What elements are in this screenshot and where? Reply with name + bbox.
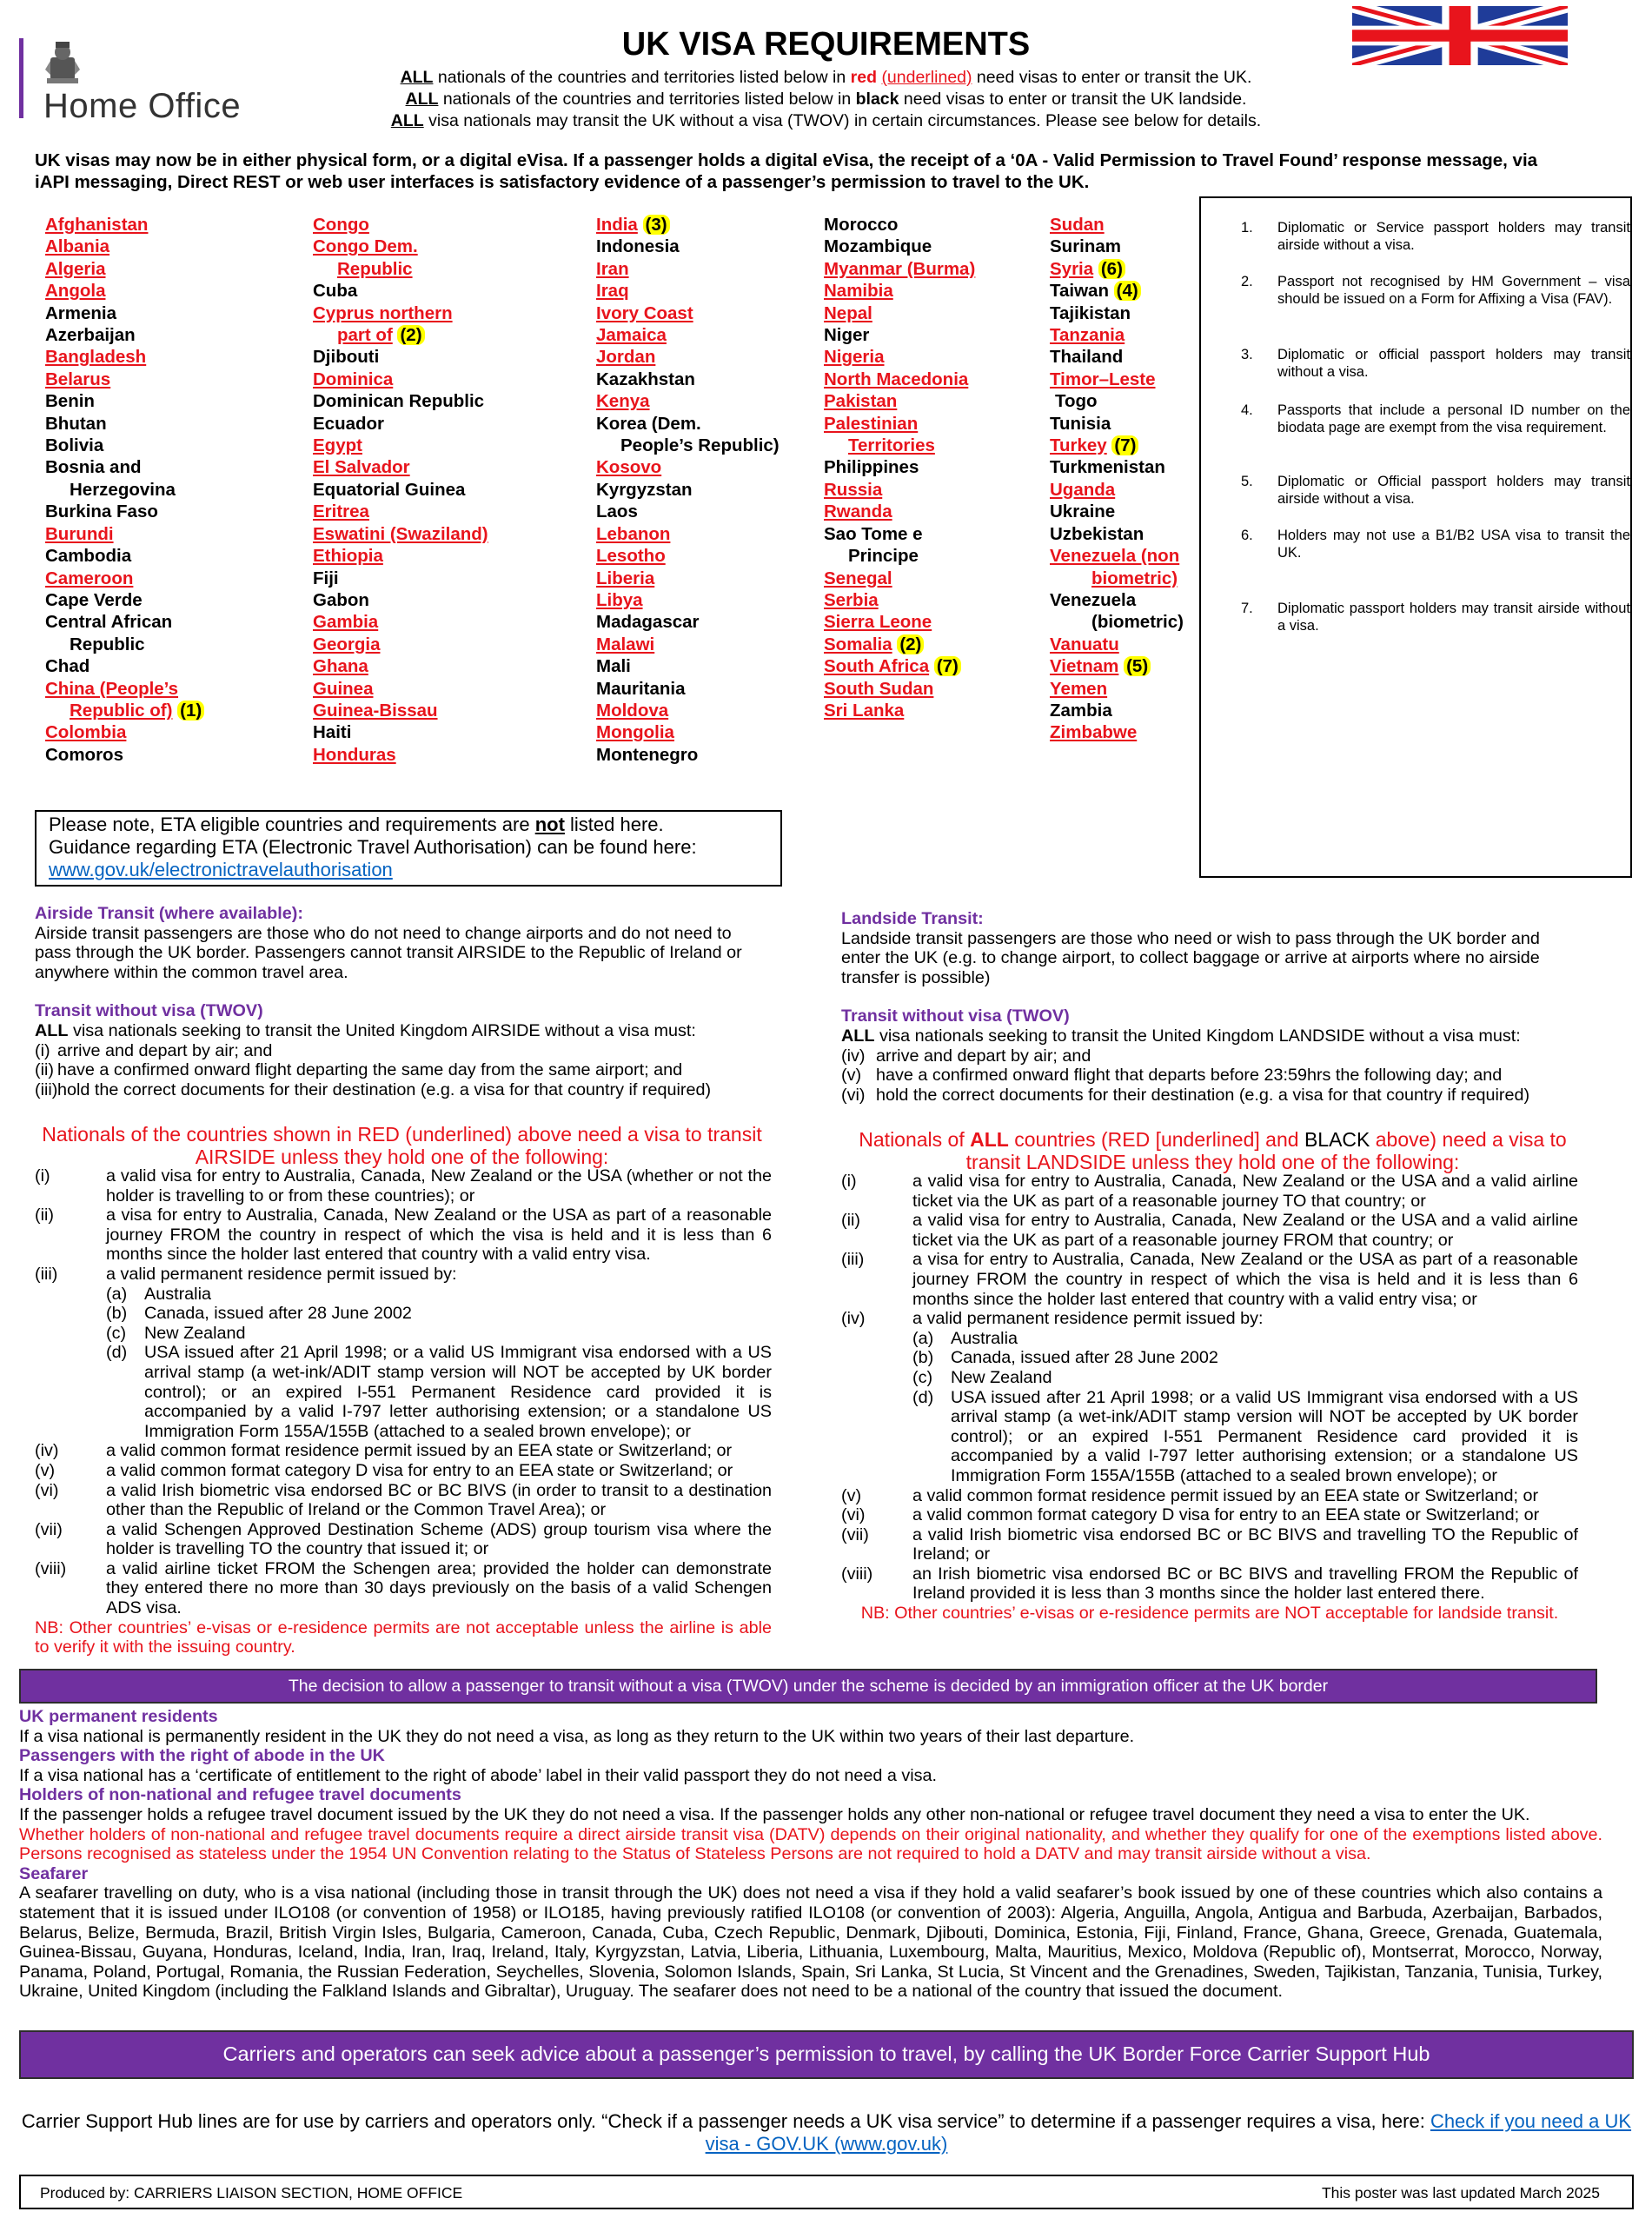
- list-item: (v) a valid common format category D visa for entry to an EEA state or Switzerland; or: [35, 1460, 733, 1480]
- country-item: Cambodia: [45, 546, 132, 567]
- country-item: Kenya: [596, 391, 650, 412]
- sub-list-item: (c) New Zealand: [912, 1367, 1052, 1387]
- list-item: (i) a valid visa for entry to Australia, Canada, New Zealand or the USA (whether or not the holder is travelling to or from these countries); or: [35, 1166, 772, 1205]
- country-item: Albania: [45, 236, 110, 257]
- note-ref-badge: (7): [1111, 435, 1138, 455]
- country-column-1: [45, 214, 204, 766]
- country-item: China (People’s: [45, 678, 179, 699]
- country-column-4: [824, 214, 975, 721]
- country-item: Bosnia and: [45, 457, 142, 478]
- country-item: Uzbekistan: [1050, 523, 1144, 544]
- country-item: Kazakhstan: [596, 369, 695, 389]
- landside-nb: NB: Other countries’ e-visas or e-residence permits are NOT acceptable for landside transit.: [860, 1604, 1559, 1624]
- country-item: Russia: [824, 479, 883, 500]
- eta-line-1: Please note, ETA eligible countries and requirements are not listed here.: [49, 814, 664, 835]
- country-item: Tajikistan: [1050, 302, 1131, 323]
- sub-list-item: (d) USA issued after 21 April 1998; or a valid US Immigrant visa endorsed with a US arrival stamp (a wet-ink/ADIT stamp version will NOT be accepted by UK border control); or an expired I-551 Permanent Residence card provided it is accompanied by a valid I-797 letter authorising extension; or a standalone US Immigration Form 155A/155B (attached to a sealed brown envelope); or: [106, 1343, 772, 1441]
- country-item: Nigeria: [824, 347, 885, 368]
- list-item: (iv) a valid common format residence permit issued by an EEA state or Switzerland; or: [35, 1441, 733, 1461]
- country-item: Philippines: [824, 457, 919, 478]
- country-item: Pakistan: [824, 391, 898, 412]
- note-ref-badge: (1): [177, 701, 204, 721]
- note-ref-badge: (6): [1098, 259, 1125, 279]
- seafarer-heading: Seafarer: [19, 1863, 89, 1883]
- country-item: Yemen: [1050, 678, 1108, 699]
- country-item: Honduras: [313, 744, 396, 765]
- list-item: (iv) a valid permanent residence permit issued by:: [841, 1309, 1264, 1329]
- country-item: Kyrgyzstan: [596, 479, 693, 500]
- list-item: (vii) a valid Irish biometric visa endorsed BC or BC BIVS and travelling TO the Republic of Ireland; or: [841, 1524, 1578, 1564]
- intro-line-twov: ALL visa nationals may transit the UK without a visa (TWOV) in certain circumstances. Please see below for details.: [390, 111, 1262, 130]
- list-item: (v) a valid common format residence permit issued by an EEA state or Switzerland; or: [841, 1485, 1539, 1505]
- country-item: Djibouti: [313, 347, 380, 368]
- country-item: Cape Verde: [45, 589, 143, 610]
- country-item: Palestinian: [824, 413, 919, 434]
- country-item: Namibia: [824, 281, 893, 302]
- country-item: Taiwan (4): [1050, 280, 1184, 302]
- country-item: biometric): [1091, 568, 1178, 588]
- country-item: Haiti: [313, 722, 352, 743]
- airside-nb: NB: Other countries’ e-visas or e-residence permits are not acceptable unless the airline is able to verify it with the issuing country.: [35, 1617, 772, 1657]
- airside-twov-heading: Transit without visa (TWOV): [35, 1001, 263, 1021]
- note-ref-badge: (7): [934, 656, 961, 676]
- country-item: Jamaica: [596, 325, 667, 346]
- page-title: UK VISA REQUIREMENTS: [621, 26, 1031, 63]
- country-item: Sri Lanka: [824, 700, 905, 721]
- airside-red-heading: Nationals of the countries shown in RED (underlined) above need a visa to transit AIRSIDE unless they hold one of the following:: [42, 1123, 762, 1168]
- country-item: Rwanda: [824, 501, 892, 522]
- country-item: Ukraine: [1050, 501, 1116, 522]
- country-item: Afghanistan: [45, 215, 149, 235]
- refugee-documents-text: If the passenger holds a refugee travel document issued by the UK they do not need a visa. If the passenger holds any other non-national or refugee travel document they need a visa to enter the UK.: [19, 1804, 1530, 1824]
- country-item: Mali: [596, 656, 631, 677]
- landside-red-heading: Nationals of ALL countries (RED [underlined] and BLACK above) need a visa to transit LANDSIDE unless they hold one of the following:: [859, 1128, 1567, 1173]
- country-item: Eritrea: [313, 501, 369, 522]
- country-item: Cuba: [313, 281, 358, 302]
- note-item: 3. Diplomatic or official passport holders may transit without a visa.: [1241, 347, 1630, 380]
- country-item: Vietnam (5): [1050, 655, 1184, 677]
- country-item: Ecuador: [313, 413, 385, 434]
- country-item: Burkina Faso: [45, 501, 158, 522]
- intro-line-red: ALL nationals of the countries and territories listed below in red (underlined) need visas to enter or transit the UK.: [400, 68, 1252, 87]
- list-item: (iii) a valid permanent residence permit issued by:: [35, 1264, 457, 1284]
- landside-twov-item: (iv) arrive and depart by air; and: [841, 1046, 1091, 1066]
- list-item: (viii) an Irish biometric visa endorsed BC or BC BIVS and travelling FROM the Republic of Ireland provided it is less than 3 months since the holder last entered there.: [841, 1564, 1578, 1604]
- right-of-abode-heading: Passengers with the right of abode in the UK: [19, 1746, 385, 1766]
- landside-twov-heading: Transit without visa (TWOV): [841, 1006, 1070, 1026]
- eta-line-2: Guidance regarding ETA (Electronic Travel Authorisation) can be found here:: [49, 836, 697, 858]
- country-item: Madagascar: [596, 612, 700, 633]
- country-item: Ivory Coast: [596, 302, 693, 323]
- note-ref-badge: (5): [1124, 656, 1151, 676]
- list-item: (i) a valid visa for entry to Australia, Canada, New Zealand or the USA and a valid airline ticket via the UK as part of a reasonable journey TO that country; or: [841, 1172, 1578, 1211]
- airside-exemption-list: [35, 1166, 772, 1657]
- airside-twov-item: (i) arrive and depart by air; and: [35, 1040, 273, 1060]
- sub-list-item: (d) USA issued after 21 April 1998; or a valid US Immigrant visa endorsed with a US arrival stamp (a wet-ink/ADIT stamp version will NOT be accepted by UK border control); or an expired I-551 Permanent Residence card provided it is accompanied by a valid I-797 letter authorising extension; or a standalone US Immigration Form 155A/155B (attached to a sealed brown envelope); or: [912, 1387, 1578, 1485]
- airside-body: Airside transit passengers are those who do not need to change airports and do not need to pass through the UK border. Passengers cannot transit AIRSIDE to the Republic of Ireland or anywhere within the common travel area.: [35, 923, 742, 982]
- country-item: part of (2): [313, 324, 488, 346]
- country-item: Venezuela (non: [1050, 546, 1180, 567]
- country-item: Belarus: [45, 369, 111, 389]
- country-item: Sudan: [1050, 215, 1105, 235]
- logo-text: Home Office: [43, 87, 242, 125]
- country-item: Equatorial Guinea: [313, 479, 466, 500]
- country-item: Cameroon: [45, 568, 134, 588]
- list-item: (vii) a valid Schengen Approved Destination Scheme (ADS) group tourism visa where the holder is travelling TO the country that issued it; or: [35, 1519, 772, 1559]
- carrier-support-banner: Carriers and operators can seek advice about a passenger’s permission to travel, by calling the UK Border Force Carrier Support Hub: [19, 2030, 1634, 2079]
- country-item: Turkey (7): [1050, 435, 1184, 456]
- country-item: Lesotho: [596, 546, 666, 567]
- intro-line-black: ALL nationals of the countries and territories listed below in black need visas to enter or transit the UK landside.: [405, 90, 1247, 109]
- list-item: (ii) a visa for entry to Australia, Canada, New Zealand or the USA as part of a reasonable journey FROM the country in respect of which the visa is held and it is less than 6 months since the holder last entered that country with a valid entry visa.: [35, 1205, 772, 1265]
- note-item: 6. Holders may not use a B1/B2 USA visa to transit the UK.: [1241, 528, 1630, 561]
- country-item: Tunisia: [1050, 413, 1111, 434]
- country-item: People’s Republic): [620, 435, 780, 456]
- country-item: Sao Tome e: [824, 523, 923, 544]
- country-item: Dominica: [313, 369, 394, 389]
- note-ref-badge: (3): [643, 215, 670, 235]
- footer-produced-by: Produced by: CARRIERS LIAISON SECTION, HOME OFFICE: [40, 2184, 463, 2202]
- country-item: Somalia (2): [824, 634, 975, 655]
- evisa-notice: UK visas may now be in either physical form, or a digital eVisa. If a passenger holds a digital eVisa, the receipt of a ‘0A - Valid Permission to Travel Found’ response message, via iAPI messaging, Direct REST or web user interfaces is satisfactory evidence of a passenger’s permission to travel to the UK.: [35, 150, 1538, 192]
- country-item: Algeria: [45, 258, 106, 279]
- country-item: Comoros: [45, 744, 123, 765]
- refugee-documents-red-text: Whether holders of non-national and refugee travel documents require a direct airside transit visa (DATV) depends on their original nationality, and whether they qualify for one of the exemptions listed above. Persons recognised as stateless under the 1954 UN Convention relating to the Status of Stateless Persons are not required to hold a DATV and may transit airside without a visa.: [19, 1824, 1602, 1864]
- country-item: Eswatini (Swaziland): [313, 523, 488, 544]
- country-item: South Africa (7): [824, 655, 975, 677]
- country-item: Syria (6): [1050, 258, 1184, 280]
- uk-permanent-residents-text: If a visa national is permanently resident in the UK they do not need a visa, as long as they return to the UK within two years of their last departure.: [19, 1726, 1135, 1746]
- country-item: Laos: [596, 501, 638, 522]
- country-item: Tanzania: [1050, 325, 1125, 346]
- country-item: Herzegovina: [70, 479, 176, 500]
- airside-twov-intro: ALL visa nationals seeking to transit the United Kingdom AIRSIDE without a visa must:: [35, 1020, 696, 1040]
- airside-twov-item: (iii) hold the correct documents for their destination (e.g. a visa for that country if required): [35, 1079, 712, 1099]
- country-item: Bangladesh: [45, 347, 147, 368]
- sub-list-item: (a) Australia: [912, 1328, 1018, 1348]
- country-item: Liberia: [596, 568, 655, 588]
- country-item: Timor–Leste: [1050, 369, 1156, 389]
- country-item: Guinea-Bissau: [313, 700, 438, 721]
- country-item: Senegal: [824, 568, 892, 588]
- country-column-3: [596, 214, 780, 766]
- airside-heading: Airside Transit (where available):: [35, 904, 303, 923]
- union-jack-flag-icon: [1352, 6, 1568, 65]
- country-item: Serbia: [824, 589, 879, 610]
- country-item: Jordan: [596, 347, 656, 368]
- country-item: Montenegro: [596, 744, 699, 765]
- right-of-abode-text: If a visa national has a ‘certificate of entitlement to the right of abode’ label in their valid passport they do not need a visa.: [19, 1765, 937, 1785]
- country-item: Turkmenistan: [1050, 457, 1165, 478]
- country-item: Zimbabwe: [1050, 722, 1138, 743]
- country-item: South Sudan: [824, 678, 934, 699]
- bottom-info-section: [19, 1707, 1602, 2002]
- country-item: Colombia: [45, 722, 127, 743]
- country-item: Chad: [45, 656, 90, 677]
- country-item: Territories: [848, 435, 935, 456]
- carrier-hub-text: Carrier Support Hub lines are for use by carriers and operators only. “Check if a passenger needs a UK visa service” to determine if a passenger requires a visa, here: Check if you need a UK visa - GOV.UK (www.gov.uk): [21, 2110, 1632, 2155]
- note-item: 1. Diplomatic or Service passport holders may transit airside without a visa.: [1241, 220, 1630, 253]
- country-item: Iran: [596, 258, 629, 279]
- country-item: Indonesia: [596, 236, 680, 257]
- country-item: Niger: [824, 325, 870, 346]
- country-item: Congo: [313, 215, 369, 235]
- country-item: Burundi: [45, 523, 114, 544]
- country-item: Republic of) (1): [45, 700, 204, 721]
- landside-twov-item: (vi) hold the correct documents for their destination (e.g. a visa for that country if required): [841, 1085, 1530, 1105]
- note-item: 5. Diplomatic or Official passport holders may transit airside without a visa.: [1241, 474, 1630, 507]
- sub-list-item: (b) Canada, issued after 28 June 2002: [912, 1348, 1218, 1368]
- country-item: Armenia: [45, 302, 117, 323]
- uk-permanent-residents-heading: UK permanent residents: [19, 1707, 218, 1726]
- country-item: Vanuatu: [1050, 634, 1119, 654]
- country-item: Sierra Leone: [824, 612, 932, 633]
- country-item: Venezuela: [1050, 589, 1137, 610]
- footer-last-updated: This poster was last updated March 2025: [1321, 2184, 1600, 2202]
- country-item: Cyprus northern: [313, 302, 453, 323]
- note-ref-badge: (2): [897, 634, 924, 654]
- country-item: Moldova: [596, 700, 669, 721]
- country-item: Principe: [848, 546, 919, 567]
- country-item: Uganda: [1050, 479, 1116, 500]
- country-item: North Macedonia: [824, 369, 969, 389]
- country-item: Myanmar (Burma): [824, 258, 976, 279]
- country-item: Lebanon: [596, 523, 671, 544]
- refugee-documents-heading: Holders of non-national and refugee travel documents: [19, 1785, 461, 1805]
- landside-transit-section: [841, 909, 1578, 1105]
- note-item: 7. Diplomatic passport holders may transit airside without a visa.: [1241, 601, 1630, 634]
- country-item: El Salvador: [313, 457, 410, 478]
- country-item: Fiji: [313, 568, 339, 588]
- country-item: Dominican Republic: [313, 391, 485, 412]
- seafarer-text: A seafarer travelling on duty, who is a visa national (including those in transit through the UK) does not need a visa if they hold a valid seafarer’s book issued by one of these countries which also contains a statement that it is issued under ILO108 (or convention of 1958) or ILO185, having previously ratified ILO108 (or convention of 2003): Algeria, Anguilla, Angola, Antigua and Barbuda, Azerbaijan, Barbados, Belarus, Belize, Bermuda, Brazil, British Virgin Isles, Bulgaria, Cameroon, Canada, Cuba, Czech Republic, Denmark, Djibouti, Dominica, Estonia, Fiji, Finland, France, Ghana, Greece, Grenada, Guatemala, Guinea-Bissau, Guyana, Honduras, Iceland, India, Iran, Iraq, Ireland, Italy, Kyrgyzstan, Latvia, Liberia, Lithuania, Luxembourg, Malta, Mauritius, Mexico, Moldova (Republic of), Montserrat, Morocco, Norway, Panama, Poland, Portugal, Romania, the Russian Federation, Seychelles, Slovenia, Solomon Islands, Spain, Sri Lanka, St Lucia, St Vincent and the Grenadines, Sweden, Tajikistan, Tanzania, Tunisia, Turkey, Ukraine, United Kingdom (including the Falkland Islands and Gibraltar), Uruguay. The seafarer does not need to be a national of the country that issued the document.: [19, 1883, 1602, 2002]
- country-item: (biometric): [1091, 612, 1184, 633]
- country-item: Thailand: [1050, 347, 1124, 368]
- country-column-2: [313, 214, 488, 766]
- country-item: Mozambique: [824, 236, 932, 257]
- country-item: Surinam: [1050, 236, 1122, 257]
- country-item: Morocco: [824, 215, 899, 235]
- twov-decision-banner: The decision to allow a passenger to transit without a visa (TWOV) under the scheme is decided by an immigration officer at the UK border: [19, 1669, 1597, 1704]
- list-item: (ii) a valid visa for entry to Australia, Canada, New Zealand or the USA and a valid airline ticket via the UK as part of a reasonable journey FROM that country; or: [841, 1211, 1578, 1250]
- landside-twov-item: (v) have a confirmed onward flight that departs before 23:59hrs the following day; and: [841, 1066, 1503, 1086]
- landside-body: Landside transit passengers are those who need or wish to pass through the UK border and enter the UK (e.g. to change airport, to collect baggage or arrive at airports where no airside transfer is possible): [841, 928, 1540, 987]
- visa-check-link[interactable]: Check if you need a UK visa - GOV.UK (www.gov.uk): [705, 2110, 1632, 2155]
- country-item: Nepal: [824, 302, 872, 323]
- country-item: Libya: [596, 589, 643, 610]
- country-item: Ethiopia: [313, 546, 383, 567]
- country-item: Gambia: [313, 612, 379, 633]
- country-item: Bolivia: [45, 435, 104, 456]
- country-item: Zambia: [1050, 700, 1112, 721]
- landside-twov-intro: ALL visa nationals seeking to transit the United Kingdom LANDSIDE without a visa must:: [841, 1026, 1521, 1046]
- country-item: India (3): [596, 214, 780, 236]
- note-ref-badge: (2): [397, 325, 424, 345]
- airside-twov-item: (ii) have a confirmed onward flight departing the same day from the same airport; and: [35, 1060, 683, 1080]
- country-column-5: [1050, 214, 1184, 744]
- country-item: Iraq: [596, 281, 629, 302]
- country-item: Georgia: [313, 634, 381, 654]
- eta-link[interactable]: www.gov.uk/electronictravelauthorisation: [49, 859, 393, 880]
- country-item: Korea (Dem.: [596, 413, 701, 434]
- list-item: (vi) a valid common format category D visa for entry to an EEA state or Switzerland; or: [841, 1505, 1540, 1525]
- note-item: 4. Passports that include a personal ID number on the biodata page are exempt from the visa requirement.: [1241, 402, 1630, 435]
- landside-heading: Landside Transit:: [841, 909, 984, 928]
- country-item: Central African: [45, 612, 173, 633]
- country-item: Malawi: [596, 634, 655, 654]
- country-item: Gabon: [313, 589, 369, 610]
- country-item: Egypt: [313, 435, 362, 456]
- country-item: Congo Dem.: [313, 236, 418, 257]
- note-ref-badge: (4): [1114, 281, 1141, 301]
- list-item: (iii) a visa for entry to Australia, Canada, New Zealand or the USA as part of a reasonable journey FROM the country in respect of which the visa is held and it is less than 6 months since the holder last entered that country with a valid entry visa; or: [841, 1250, 1578, 1309]
- sub-list-item: (b) Canada, issued after 28 June 2002: [106, 1304, 412, 1324]
- landside-exemption-list: [841, 1172, 1578, 1624]
- country-item: Ghana: [313, 656, 368, 677]
- country-item: Togo: [1055, 391, 1098, 412]
- note-item: 2. Passport not recognised by HM Government – visa should be issued on a Form for Affixing a Visa (FAV).: [1241, 274, 1630, 307]
- country-item: Republic: [70, 634, 145, 654]
- list-item: (viii) a valid airline ticket FROM the Schengen area; provided the holder can demonstrate they entered there no more than 30 days previously on the basis of a valid Schengen ADS visa.: [35, 1558, 772, 1618]
- country-item: Angola: [45, 281, 106, 302]
- country-item: Guinea: [313, 678, 374, 699]
- country-item: Kosovo: [596, 457, 662, 478]
- country-item: Mongolia: [596, 722, 674, 743]
- country-item: Mauritania: [596, 678, 686, 699]
- country-item: Republic: [337, 258, 413, 279]
- country-item: Bhutan: [45, 413, 107, 434]
- country-item: Benin: [45, 391, 95, 412]
- sub-list-item: (c) New Zealand: [106, 1323, 246, 1343]
- list-item: (vi) a valid Irish biometric visa endorsed BC or BC BIVS (in order to transit to a destination other than the Republic of Ireland or the Common Travel Area); or: [35, 1480, 772, 1520]
- sub-list-item: (a) Australia: [106, 1284, 211, 1304]
- airside-transit-section: [35, 904, 769, 1099]
- country-item: Azerbaijan: [45, 325, 136, 346]
